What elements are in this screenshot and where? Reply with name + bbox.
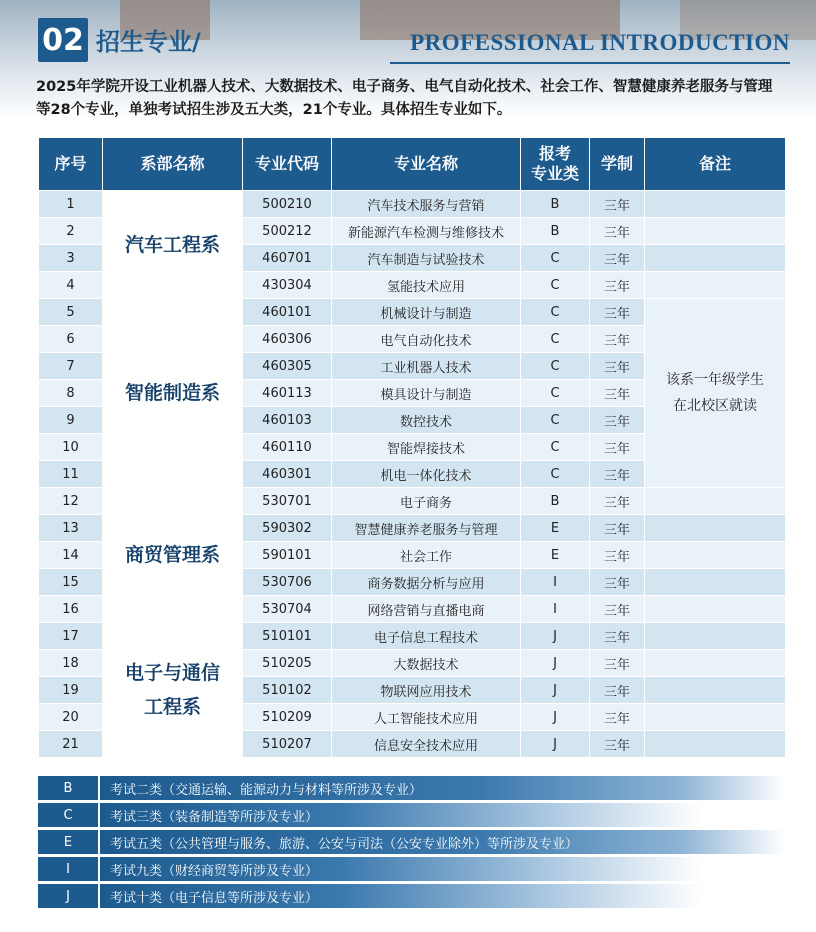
cell-years: 三年: [590, 704, 645, 731]
cell-code: 460110: [243, 434, 332, 461]
cell-name: 机电一体化技术: [332, 461, 521, 488]
cell-code: 530704: [243, 596, 332, 623]
cell-code: 460113: [243, 380, 332, 407]
cell-seq: 7: [39, 353, 103, 380]
table-row: [39, 623, 786, 650]
cell-code: 530701: [243, 488, 332, 515]
legend-code: J: [38, 884, 100, 908]
cell-seq: 3: [39, 245, 103, 272]
cell-name: 模具设计与制造: [332, 380, 521, 407]
cell-note: [645, 596, 786, 623]
dept-elec-line1: 电子与通信: [124, 662, 220, 684]
cell-note: [645, 731, 786, 758]
cell-years: 三年: [590, 569, 645, 596]
english-title: PROFESSIONAL INTRODUCTION: [410, 30, 790, 55]
cell-code: 430304: [243, 272, 332, 299]
cell-years: 三年: [590, 407, 645, 434]
cell-code: 510205: [243, 650, 332, 677]
cell-years: 三年: [590, 542, 645, 569]
cell-code: 500210: [243, 191, 332, 218]
cell-years: 三年: [590, 650, 645, 677]
note-smart-line2: 在北校区就读: [673, 398, 757, 414]
cell-code: 460306: [243, 326, 332, 353]
cell-category: J: [521, 623, 590, 650]
cell-seq: 19: [39, 677, 103, 704]
cell-category: B: [521, 488, 590, 515]
cell-code: 460103: [243, 407, 332, 434]
cell-name: 汽车制造与试验技术: [332, 245, 521, 272]
cell-years: 三年: [590, 272, 645, 299]
cell-name: 氢能技术应用: [332, 272, 521, 299]
cell-category: I: [521, 569, 590, 596]
header-category-line2: 专业类: [530, 164, 579, 183]
cell-category: C: [521, 326, 590, 353]
cell-name: 信息安全技术应用: [332, 731, 521, 758]
legend-row: [38, 857, 785, 881]
table-row: [39, 299, 786, 326]
majors-table: [38, 137, 786, 758]
cell-name: 大数据技术: [332, 650, 521, 677]
legend-desc: 考试五类（公共管理与服务、旅游、公安与司法（公安专业除外）等所涉及专业）: [100, 830, 785, 854]
cell-name: 智慧健康养老服务与管理: [332, 515, 521, 542]
cell-years: 三年: [590, 731, 645, 758]
cell-note: [645, 515, 786, 542]
cell-years: 三年: [590, 191, 645, 218]
cell-note: [645, 218, 786, 245]
legend-row: [38, 884, 785, 908]
cell-category: C: [521, 353, 590, 380]
cell-name: 智能焊接技术: [332, 434, 521, 461]
cell-seq: 4: [39, 272, 103, 299]
cell-category: E: [521, 515, 590, 542]
cell-years: 三年: [590, 515, 645, 542]
cell-seq: 8: [39, 380, 103, 407]
note-smart-line1: 该系一年级学生: [666, 372, 764, 388]
cell-name: 电气自动化技术: [332, 326, 521, 353]
legend-row: [38, 776, 785, 800]
header-dept: 系部名称: [103, 138, 243, 191]
cell-years: 三年: [590, 380, 645, 407]
cell-name: 数控技术: [332, 407, 521, 434]
header-years: 学制: [590, 138, 645, 191]
cell-seq: 21: [39, 731, 103, 758]
cell-note: [645, 704, 786, 731]
dept-biz: 商贸管理系: [103, 488, 243, 623]
cell-category: C: [521, 299, 590, 326]
cell-note: [645, 191, 786, 218]
cell-years: 三年: [590, 461, 645, 488]
note-smart: [645, 299, 786, 488]
cell-name: 电子信息工程技术: [332, 623, 521, 650]
cell-seq: 15: [39, 569, 103, 596]
cell-years: 三年: [590, 596, 645, 623]
cell-category: B: [521, 218, 590, 245]
cell-name: 物联网应用技术: [332, 677, 521, 704]
header-code: 专业代码: [243, 138, 332, 191]
dept-auto: 汽车工程系: [103, 191, 243, 299]
cell-code: 460301: [243, 461, 332, 488]
legend-row: [38, 830, 785, 854]
cell-category: J: [521, 704, 590, 731]
cell-category: E: [521, 542, 590, 569]
header-name: 专业名称: [332, 138, 521, 191]
legend-desc: 考试二类（交通运输、能源动力与材料等所涉及专业）: [100, 776, 785, 800]
cell-note: [645, 650, 786, 677]
cell-note: [645, 623, 786, 650]
cell-seq: 9: [39, 407, 103, 434]
cell-category: J: [521, 677, 590, 704]
cell-category: J: [521, 650, 590, 677]
cell-category: C: [521, 380, 590, 407]
cell-category: J: [521, 731, 590, 758]
cell-seq: 13: [39, 515, 103, 542]
cell-note: [645, 569, 786, 596]
table-row: [39, 191, 786, 218]
cell-name: 人工智能技术应用: [332, 704, 521, 731]
section-title: 招生专业/: [96, 28, 201, 56]
cell-note: [645, 488, 786, 515]
legend-code: E: [38, 830, 100, 854]
cell-category: I: [521, 596, 590, 623]
cell-code: 460305: [243, 353, 332, 380]
cell-seq: 1: [39, 191, 103, 218]
header-seq: 序号: [39, 138, 103, 191]
cell-years: 三年: [590, 353, 645, 380]
cell-name: 工业机器人技术: [332, 353, 521, 380]
cell-category: C: [521, 272, 590, 299]
cell-code: 510102: [243, 677, 332, 704]
cell-category: C: [521, 434, 590, 461]
cell-seq: 18: [39, 650, 103, 677]
cell-code: 460101: [243, 299, 332, 326]
legend-desc: 考试三类（装备制造等所涉及专业）: [100, 803, 785, 827]
cell-code: 530706: [243, 569, 332, 596]
cell-years: 三年: [590, 623, 645, 650]
cell-years: 三年: [590, 299, 645, 326]
cell-seq: 5: [39, 299, 103, 326]
legend-code: B: [38, 776, 100, 800]
cell-years: 三年: [590, 245, 645, 272]
cell-code: 510101: [243, 623, 332, 650]
intro-line-2: 等28个专业，单独考试招生涉及五大类，21个专业。具体招生专业如下。: [36, 102, 512, 118]
intro-paragraph: [36, 76, 788, 122]
dept-elec: [103, 623, 243, 758]
cell-note: [645, 677, 786, 704]
cell-seq: 12: [39, 488, 103, 515]
legend-desc: 考试九类（财经商贸等所涉及专业）: [100, 857, 785, 881]
section-number: 02: [38, 18, 88, 62]
cell-note: [645, 245, 786, 272]
cell-category: C: [521, 461, 590, 488]
cell-years: 三年: [590, 488, 645, 515]
cell-seq: 10: [39, 434, 103, 461]
cell-years: 三年: [590, 218, 645, 245]
cell-seq: 17: [39, 623, 103, 650]
cell-category: B: [521, 191, 590, 218]
cell-name: 商务数据分析与应用: [332, 569, 521, 596]
cell-seq: 6: [39, 326, 103, 353]
title-underline: [390, 62, 790, 64]
legend-code: I: [38, 857, 100, 881]
cell-name: 汽车技术服务与营销: [332, 191, 521, 218]
cell-seq: 11: [39, 461, 103, 488]
section-header: [30, 14, 790, 64]
cell-code: 590302: [243, 515, 332, 542]
cell-seq: 20: [39, 704, 103, 731]
cell-name: 电子商务: [332, 488, 521, 515]
cell-code: 510207: [243, 731, 332, 758]
cell-note: [645, 272, 786, 299]
cell-category: C: [521, 407, 590, 434]
cell-code: 510209: [243, 704, 332, 731]
cell-years: 三年: [590, 677, 645, 704]
header-category-line1: 报考: [538, 144, 571, 163]
cell-years: 三年: [590, 326, 645, 353]
cell-name: 新能源汽车检测与维修技术: [332, 218, 521, 245]
cell-code: 500212: [243, 218, 332, 245]
cell-seq: 16: [39, 596, 103, 623]
legend-code: C: [38, 803, 100, 827]
cell-seq: 14: [39, 542, 103, 569]
header-category: [521, 138, 590, 191]
cell-code: 590101: [243, 542, 332, 569]
cell-name: 网络营销与直播电商: [332, 596, 521, 623]
legend-desc: 考试十类（电子信息等所涉及专业）: [100, 884, 785, 908]
category-legend: [38, 776, 785, 911]
cell-code: 460701: [243, 245, 332, 272]
table-header-row: [39, 138, 786, 191]
cell-seq: 2: [39, 218, 103, 245]
cell-name: 社会工作: [332, 542, 521, 569]
header-note: 备注: [645, 138, 786, 191]
dept-elec-line2: 工程系: [143, 696, 201, 718]
table-row: [39, 488, 786, 515]
intro-line-1: 2025年学院开设工业机器人技术、大数据技术、电子商务、电气自动化技术、社会工作、智慧健康养老服务与管理: [36, 79, 773, 95]
cell-years: 三年: [590, 434, 645, 461]
cell-note: [645, 542, 786, 569]
dept-smart: 智能制造系: [103, 299, 243, 488]
legend-row: [38, 803, 785, 827]
cell-category: C: [521, 245, 590, 272]
cell-name: 机械设计与制造: [332, 299, 521, 326]
